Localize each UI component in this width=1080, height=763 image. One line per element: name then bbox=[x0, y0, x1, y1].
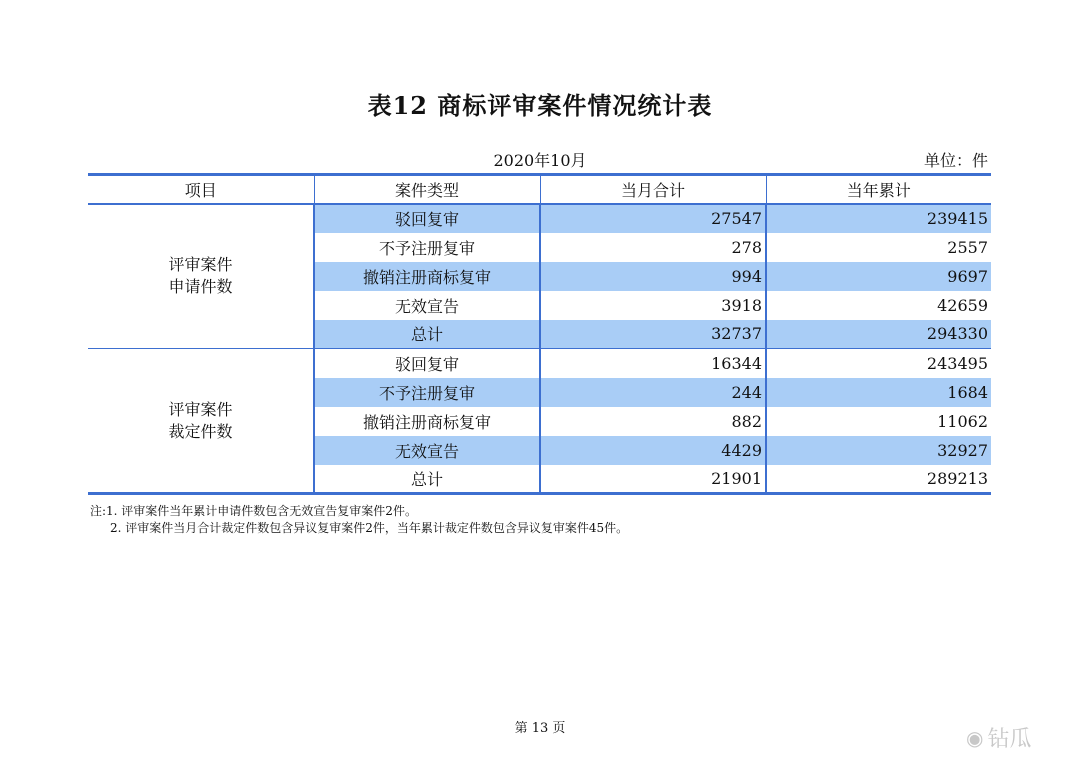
case-type-cell: 撤销注册商标复审 bbox=[314, 262, 540, 291]
year-cell: 42659 bbox=[766, 291, 991, 320]
month-cell: 32737 bbox=[540, 320, 766, 349]
year-cell: 239415 bbox=[766, 204, 991, 233]
note-2: 2. 评审案件当月合计裁定件数包含异议复审案件2件，当年累计裁定件数包含异议复审案件45件。 bbox=[110, 521, 629, 535]
watermark bbox=[966, 722, 1031, 753]
month-cell: 882 bbox=[540, 407, 766, 436]
month-cell: 3918 bbox=[540, 291, 766, 320]
group-label: 评审案件 申请件数 bbox=[88, 204, 314, 349]
case-type-cell: 无效宣告 bbox=[314, 291, 540, 320]
case-type-cell: 驳回复审 bbox=[314, 204, 540, 233]
year-cell: 1684 bbox=[766, 378, 991, 407]
table-row bbox=[88, 349, 991, 378]
year-cell: 2557 bbox=[766, 233, 991, 262]
stats-table bbox=[88, 173, 991, 495]
month-cell: 27547 bbox=[540, 204, 766, 233]
case-type-cell: 驳回复审 bbox=[314, 349, 540, 378]
case-type-cell: 无效宣告 bbox=[314, 436, 540, 465]
year-cell: 289213 bbox=[766, 465, 991, 494]
month-cell: 994 bbox=[540, 262, 766, 291]
weibo-icon: ◉ bbox=[966, 725, 984, 750]
page-number: 第 13 页 bbox=[514, 721, 566, 736]
page-title: 表12 商标评审案件情况统计表 bbox=[367, 91, 713, 120]
header-case-type: 案件类型 bbox=[314, 175, 540, 204]
case-type-cell: 不予注册复审 bbox=[314, 378, 540, 407]
year-cell: 9697 bbox=[766, 262, 991, 291]
month-cell: 278 bbox=[540, 233, 766, 262]
header-item: 项目 bbox=[184, 180, 217, 200]
year-cell: 294330 bbox=[766, 320, 991, 349]
month-cell: 16344 bbox=[540, 349, 766, 378]
year-cell: 32927 bbox=[766, 436, 991, 465]
table-row bbox=[88, 204, 991, 233]
case-type-cell: 撤销注册商标复审 bbox=[314, 407, 540, 436]
group-label: 评审案件 裁定件数 bbox=[88, 349, 314, 494]
table-notes bbox=[90, 503, 628, 537]
case-type-cell: 总计 bbox=[314, 320, 540, 349]
watermark-text: 钻瓜 bbox=[987, 727, 1032, 752]
case-type-cell: 总计 bbox=[314, 465, 540, 494]
year-cell: 11062 bbox=[766, 407, 991, 436]
case-type-cell: 不予注册复审 bbox=[314, 233, 540, 262]
month-cell: 4429 bbox=[540, 436, 766, 465]
month-cell: 21901 bbox=[540, 465, 766, 494]
report-date: 2020年10月 bbox=[493, 151, 587, 170]
note-1: 注:1. 评审案件当年累计申请件数包含无效宣告复审案件2件。 bbox=[90, 504, 417, 518]
header-year-total: 当年累计 bbox=[766, 175, 991, 204]
unit-label: 单位：件 bbox=[923, 151, 988, 170]
header-month-total: 当月合计 bbox=[540, 175, 766, 204]
table-header-row bbox=[88, 175, 991, 204]
month-cell: 244 bbox=[540, 378, 766, 407]
year-cell: 243495 bbox=[766, 349, 991, 378]
